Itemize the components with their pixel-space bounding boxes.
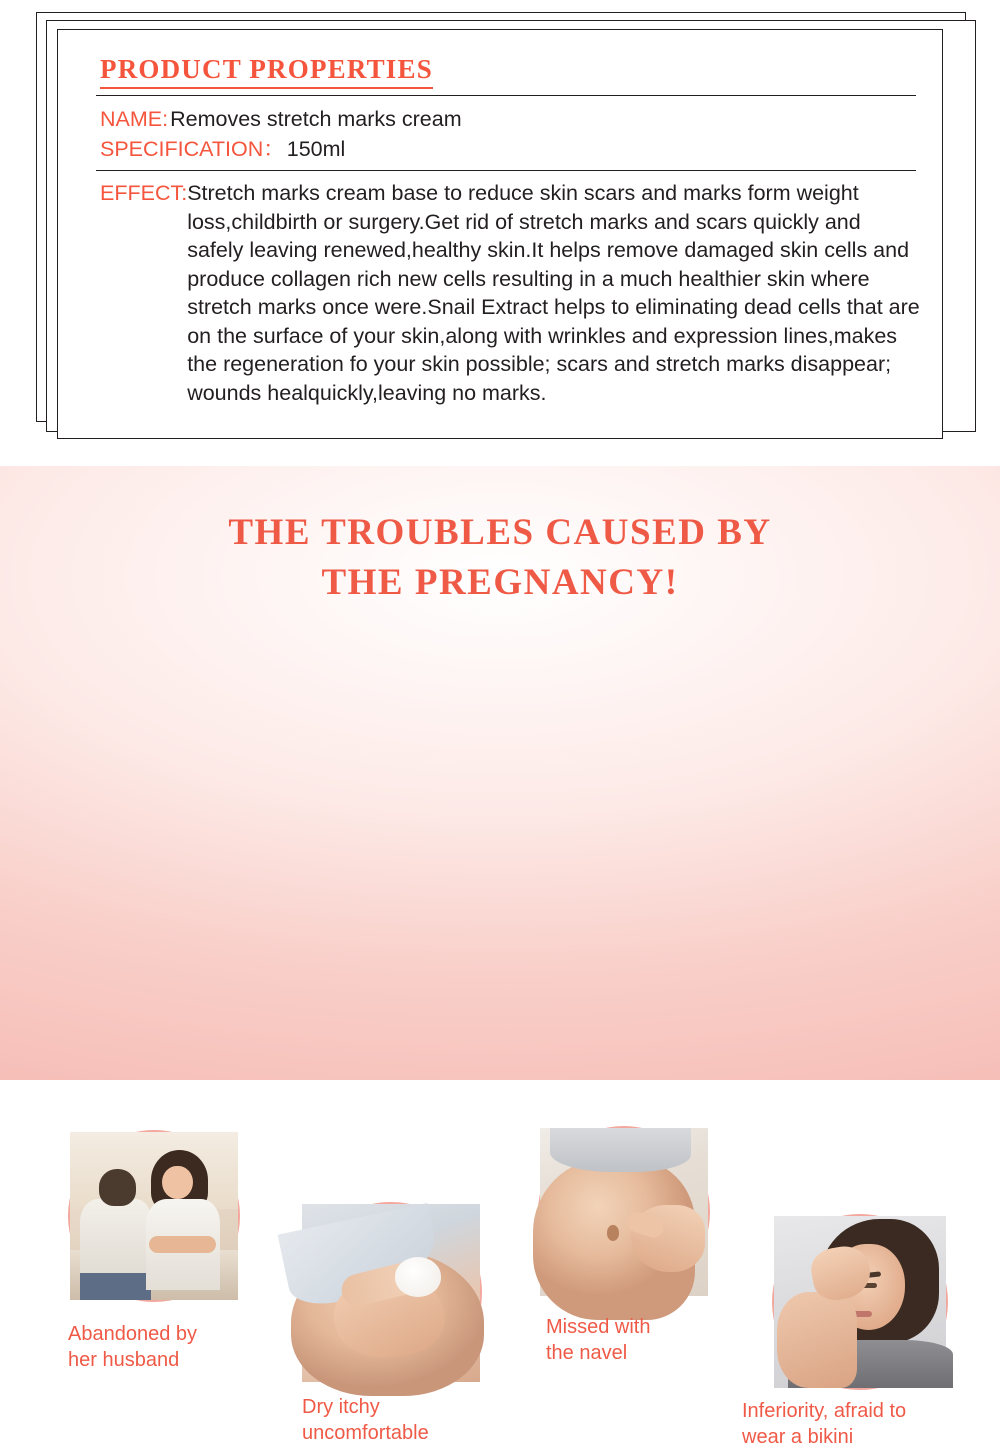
product-properties-card: [57, 29, 943, 439]
woman-distressed-photo: [774, 1216, 946, 1388]
product-specification-value: 150ml: [286, 137, 346, 161]
trouble-caption-4-line2: wear a bikini: [742, 1426, 854, 1448]
trouble-caption-2-line2: uncomfortable: [302, 1422, 429, 1444]
pregnancy-troubles-panel: [0, 466, 1000, 1448]
product-specification-label: SPECIFICATION：: [100, 137, 285, 161]
trouble-photo-3: [538, 1126, 710, 1298]
troubles-heading-line2: THE PREGNANCY!: [321, 562, 679, 603]
trouble-caption-1: [68, 1321, 298, 1373]
divider-middle: [96, 170, 916, 171]
product-effect-row: [100, 179, 920, 407]
trouble-photo-4: [772, 1214, 948, 1390]
trouble-caption-1-line1: Abandoned by: [68, 1323, 198, 1345]
couple-argument-photo: [70, 1132, 238, 1300]
trouble-photo-2: [300, 1202, 482, 1384]
troubles-heading: [0, 466, 1000, 608]
product-specification-row: [100, 134, 920, 164]
product-name-row: [100, 104, 920, 134]
trouble-caption-2: [302, 1394, 542, 1446]
waist-navel-photo: [540, 1128, 708, 1296]
divider-top: [96, 95, 916, 96]
pregnant-belly-cream-photo: [302, 1204, 480, 1382]
trouble-caption-3-line2: the navel: [546, 1342, 628, 1364]
product-name-label: NAME:: [100, 107, 169, 131]
page-title: PRODUCT PROPERTIES: [100, 54, 433, 89]
trouble-caption-1-line2: her husband: [68, 1349, 180, 1371]
trouble-caption-3: [546, 1314, 776, 1366]
troubles-heading-line1: THE TROUBLES CAUSED BY: [228, 512, 772, 553]
trouble-caption-4: [742, 1398, 992, 1450]
trouble-caption-2-line1: Dry itchy: [302, 1396, 380, 1418]
product-name-value: Removes stretch marks cream: [170, 107, 462, 131]
product-properties-panel: [0, 0, 1000, 466]
trouble-photo-1: [68, 1130, 240, 1302]
trouble-caption-4-line1: Inferiority, afraid to: [742, 1400, 907, 1422]
trouble-caption-3-line1: Missed with: [546, 1316, 651, 1338]
product-effect-value: Stretch marks cream base to reduce skin scars and marks form weight loss,childbirth or surgery.Get rid of stretch marks and scars quickly and safely leaving renewed,healthy skin.It helps remove damaged skin cells and produce collagen rich new cells resulting in a much healthier skin where stretch marks once were.Snail Extract helps to eliminating dead cells that are on the surface of your skin,along with wrinkles and expression lines,makes the regeneration fo your skin possible; scars and stretch marks disappear; wounds healquickly,leaving no marks.: [187, 181, 920, 405]
product-effect-label: EFFECT:: [100, 181, 188, 205]
